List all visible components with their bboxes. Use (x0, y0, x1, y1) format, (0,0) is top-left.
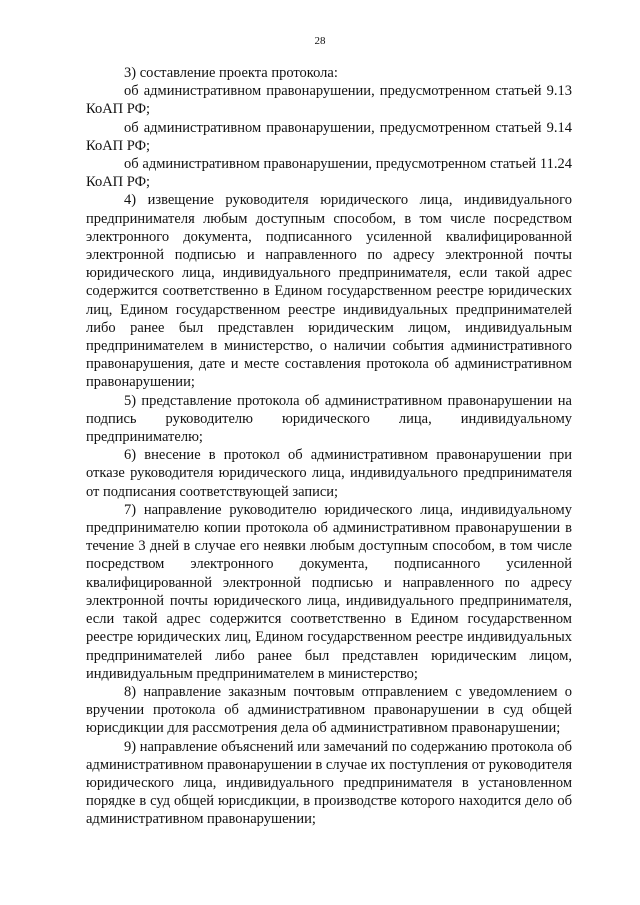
paragraph-article-11-24: об административном правонарушении, предусмотренном статьей 11.24 КоАП РФ; (86, 156, 572, 191)
paragraph-item-9: 9) направление объяснений или замечаний по содержанию протокола об административном правонарушении в случае их поступления от руководителя юридического лица, индивидуального предпринимателя в установленном порядке в суд общей юрисдикции, в производстве которого находится дело об административном правонарушении; (86, 738, 573, 828)
paragraph-article-9-14: об административном правонарушении, предусмотренном статьей 9.14 КоАП РФ; (86, 119, 572, 154)
paragraph-article-9-13: об административном правонарушении, предусмотренном статьей 9.13 КоАП РФ; (86, 83, 572, 118)
paragraph-item-3: 3) составление проекта протокола: (124, 65, 338, 81)
paragraph-item-4: 4) извещение руководителя юридического лица, индивидуального предпринимателя любым доступным способом, в том числе посредством электронного документа, подписанного усиленной квалифицированной электронной подписью и направленного по адресу электронной почты юридического лица, индивидуального предпринимателя, если такой адрес содержится соответственно в Едином государственном реестре юридических лиц, Едином государственном реестре индивидуальных предпринимателей либо ранее был представлен юридическим лицом, индивидуальным предпринимателем в министерство, о наличии события административного правонарушения, дате и месте составления протокола об административном правонарушении; (86, 192, 572, 391)
document-body (86, 64, 572, 829)
paragraph-item-6: 6) внесение в протокол об административном правонарушении при отказе руководителя юридического лица, индивидуального предпринимателя от подписания соответствующей записи; (86, 447, 572, 500)
paragraph-item-8: 8) направление заказным почтовым отправлением с уведомлением о вручении протокола об административном правонарушении в суд общей юрисдикции для рассмотрения дела об административном правонарушении; (86, 683, 572, 737)
paragraph-item-5: 5) представление протокола об административном правонарушении на подпись руководителю юридического лица, индивидуальному предпринимателю; (86, 392, 572, 446)
paragraph-item-7: 7) направление руководителю юридического лица, индивидуальному предпринимателю копии протокола об административном правонарушении в течение 3 дней в случае его неявки любым доступным способом, в том числе посредством электронного документа, подписанного усиленной квалифицированной электронной подписью и направленного по адресу электронной почты юридического лица, индивидуального предпринимателя, если такой адрес содержится соответственно в Едином государственном реестре юридических лиц, Едином государственном реестре индивидуальных предпринимателей либо ранее был представлен юридическим лицом, индивидуальным предпринимателем в министерство; (86, 501, 572, 682)
page-number: 28 (314, 35, 326, 47)
